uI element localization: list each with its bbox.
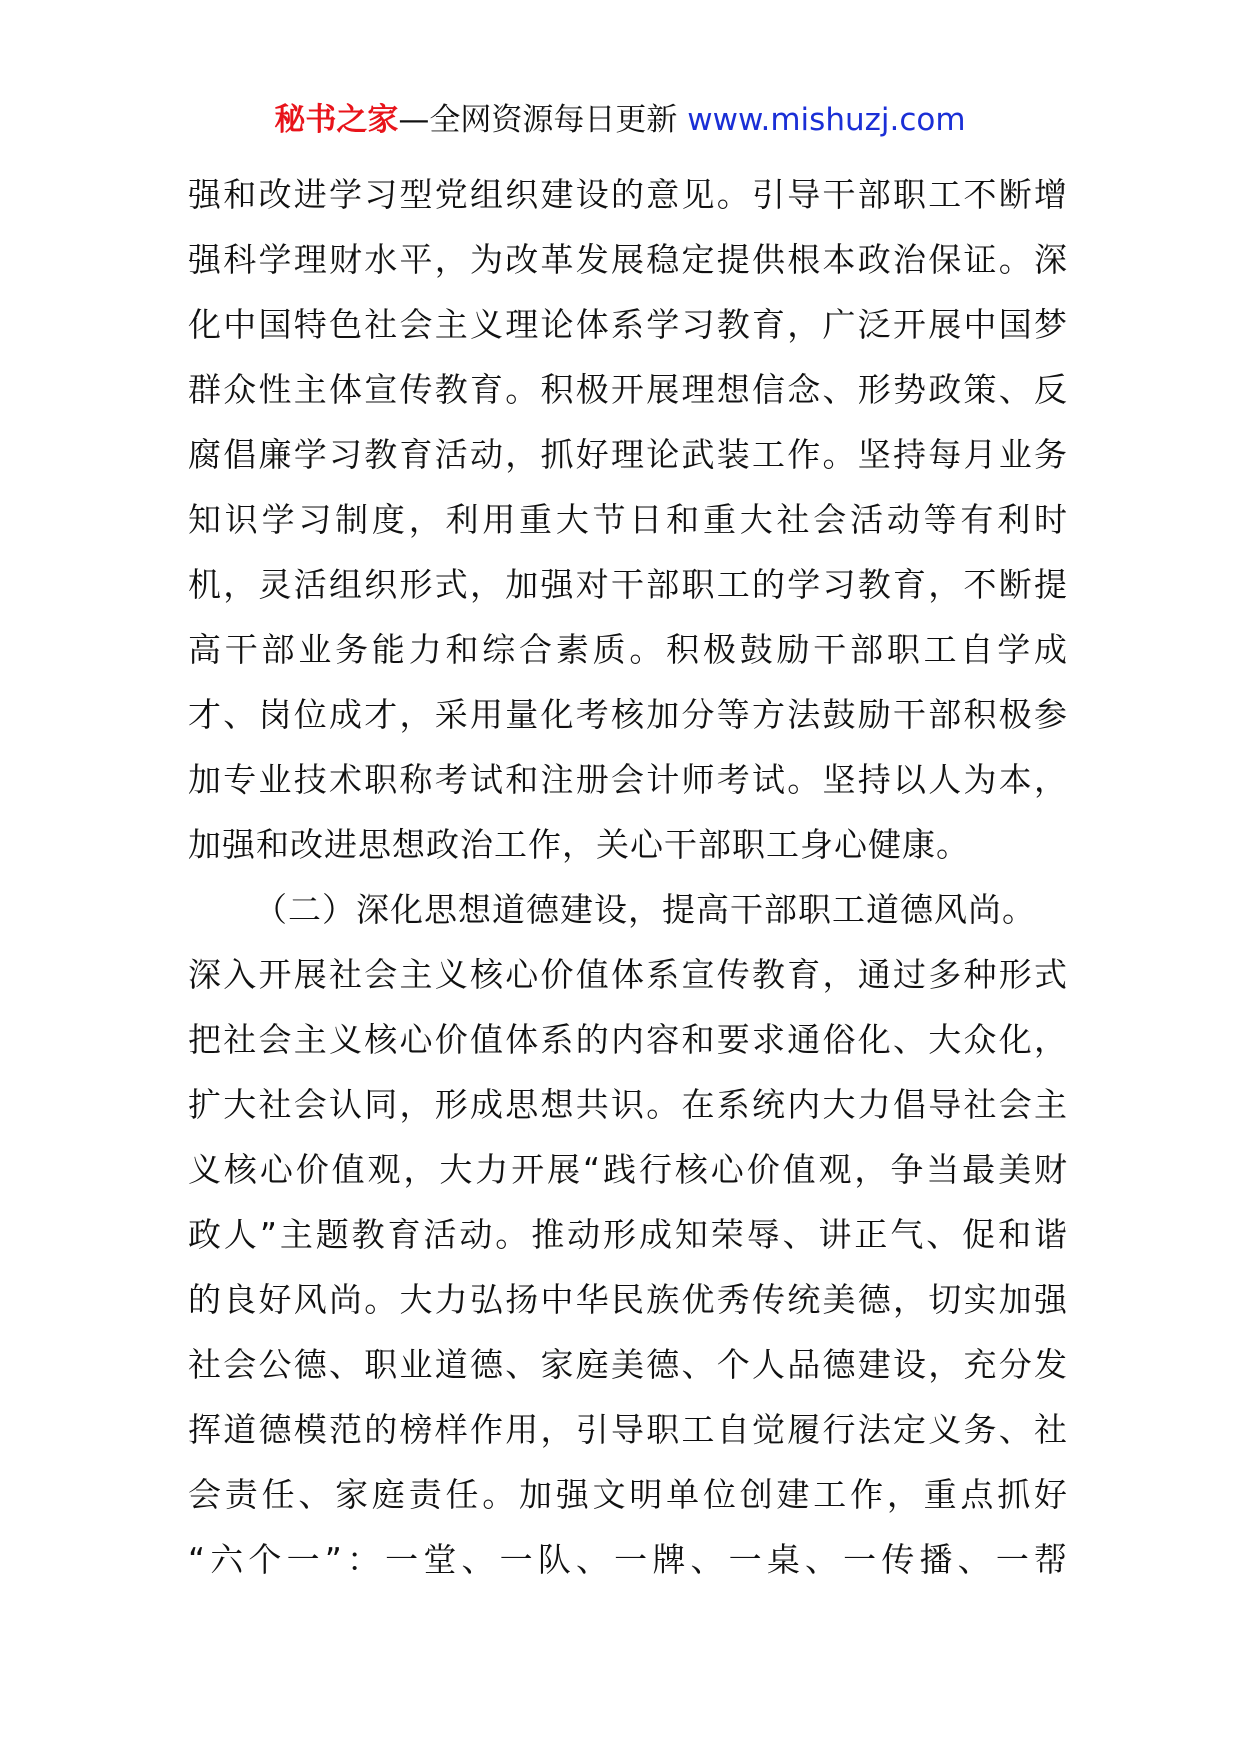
text-line: 强和改进学习型党组织建设的意见。引导干部职工不断增	[188, 175, 1068, 214]
text-line: 深入开展社会主义核心价值体系宣传教育，通过多种形式	[188, 955, 1068, 994]
text-line: 机，灵活组织形式，加强对干部职工的学习教育，不断提	[188, 565, 1068, 604]
text-line: 腐倡廉学习教育活动，抓好理论武装工作。坚持每月业务	[188, 435, 1068, 474]
paragraph-2	[188, 877, 1068, 1592]
text-line: 义核心价值观，大力开展“践行核心价值观，争当最美财	[188, 1150, 1068, 1189]
text-line: 高干部业务能力和综合素质。积极鼓励干部职工自学成	[188, 630, 1068, 669]
site-url-link[interactable]: www.mishuzj.com	[687, 102, 966, 138]
brand-name: 秘书之家	[274, 102, 399, 138]
text-line: 挥道德模范的榜样作用，引导职工自觉履行法定义务、社	[188, 1410, 1068, 1449]
text-line: 化中国特色社会主义理论体系学习教育，广泛开展中国梦	[188, 305, 1068, 344]
section-heading-line: （二）深化思想道德建设，提高干部职工道德风尚。	[254, 890, 1036, 929]
document-body	[188, 162, 1068, 1592]
text-line: 把社会主义核心价值体系的内容和要求通俗化、大众化，	[188, 1020, 1068, 1059]
text-line: 的良好风尚。大力弘扬中华民族优秀传统美德，切实加强	[188, 1280, 1068, 1319]
text-line: 会责任、家庭责任。加强文明单位创建工作，重点抓好	[188, 1475, 1068, 1514]
text-line: 加强和改进思想政治工作，关心干部职工身心健康。	[188, 825, 970, 864]
paragraph-1	[188, 162, 1068, 877]
text-line: 政人”主题教育活动。推动形成知荣辱、讲正气、促和谐	[188, 1215, 1068, 1254]
text-line: 知识学习制度，利用重大节日和重大社会活动等有利时	[188, 500, 1068, 539]
header-tagline: —全网资源每日更新	[398, 102, 678, 138]
text-line: “六个一”：一堂、一队、一牌、一桌、一传播、一帮	[188, 1540, 1068, 1579]
text-line: 群众性主体宣传教育。积极开展理想信念、形势政策、反	[188, 370, 1068, 409]
text-line: 强科学理财水平，为改革发展稳定提供根本政治保证。深	[188, 240, 1068, 279]
text-line: 加专业技术职称考试和注册会计师考试。坚持以人为本，	[188, 760, 1068, 799]
text-line: 扩大社会认同，形成思想共识。在系统内大力倡导社会主	[188, 1085, 1068, 1124]
page-header	[0, 100, 1240, 140]
text-line: 才、岗位成才，采用量化考核加分等方法鼓励干部积极参	[188, 695, 1068, 734]
text-line: 社会公德、职业道德、家庭美德、个人品德建设，充分发	[188, 1345, 1068, 1384]
